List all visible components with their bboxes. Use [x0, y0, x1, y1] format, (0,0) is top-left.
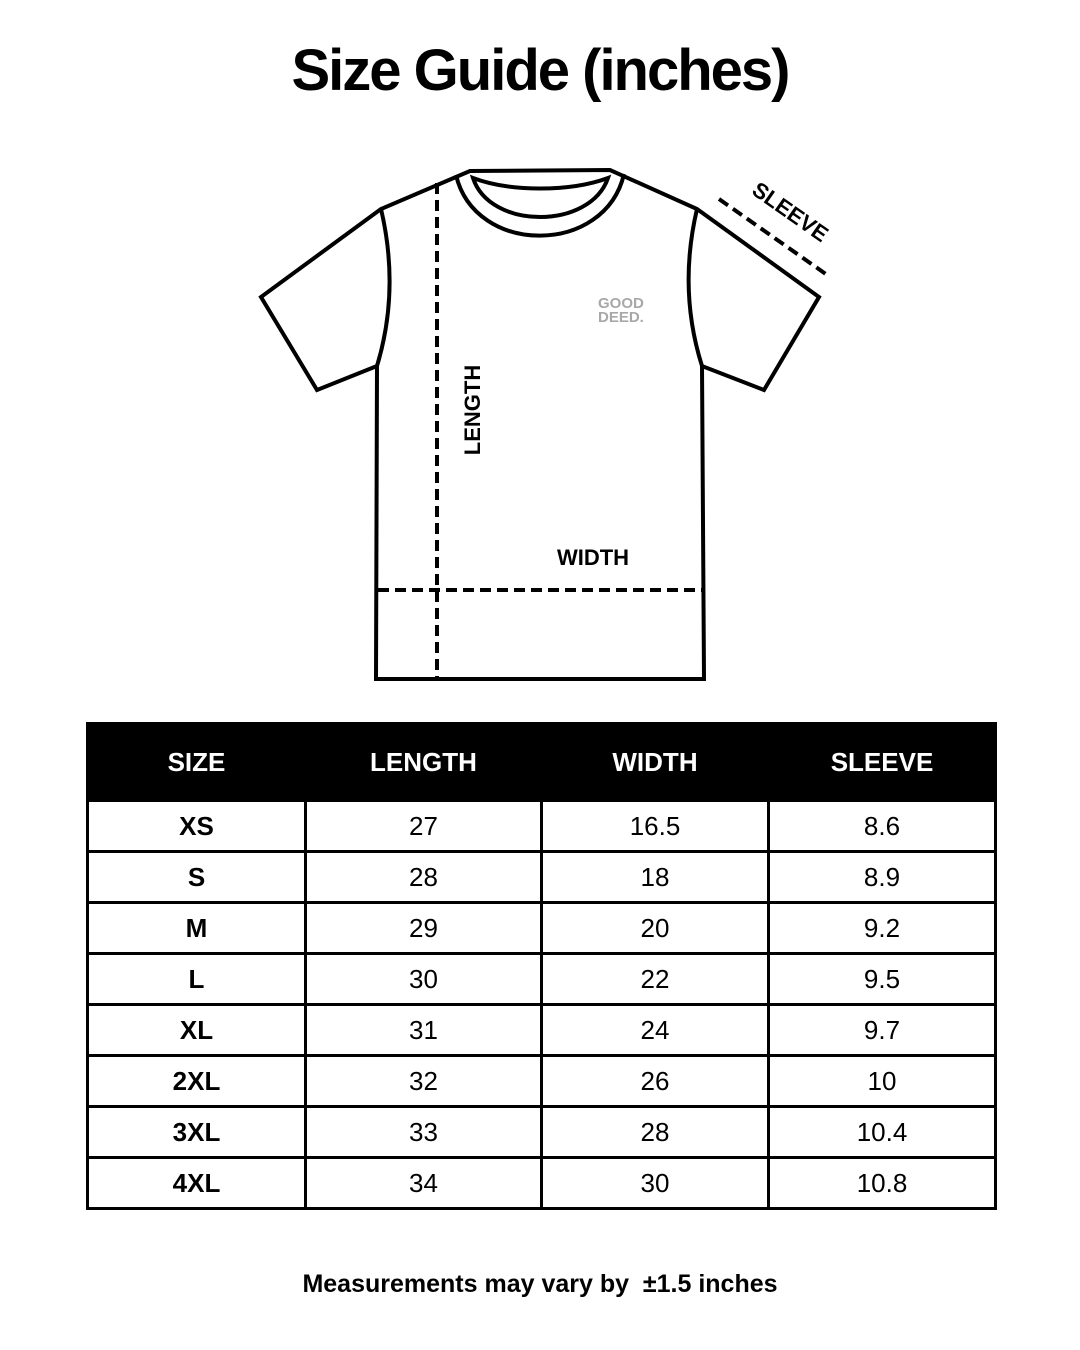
table-row — [88, 1005, 996, 1056]
sleeve-cell: 9.5 — [769, 954, 996, 1005]
length-cell: 33 — [306, 1107, 542, 1158]
header-width: WIDTH — [542, 724, 769, 801]
size-cell: XS — [88, 801, 306, 852]
width-cell: 26 — [542, 1056, 769, 1107]
header-sleeve: SLEEVE — [769, 724, 996, 801]
size-cell: L — [88, 954, 306, 1005]
sleeve-cell: 9.2 — [769, 903, 996, 954]
logo-line1: GOOD — [598, 295, 644, 312]
table-row — [88, 801, 996, 852]
table-header-row — [88, 724, 996, 801]
length-cell: 30 — [306, 954, 542, 1005]
length-cell: 29 — [306, 903, 542, 954]
width-label: WIDTH — [556, 545, 630, 570]
table-row — [88, 903, 996, 954]
page-title: Size Guide (inches) — [291, 38, 789, 103]
size-cell: S — [88, 852, 306, 903]
sleeve-label: SLEEVE — [747, 176, 834, 247]
header-size: SIZE — [88, 724, 306, 801]
table-row — [88, 954, 996, 1005]
header-length: LENGTH — [306, 724, 542, 801]
width-cell: 18 — [542, 852, 769, 903]
length-cell: 27 — [306, 801, 542, 852]
table-row — [88, 1158, 996, 1209]
size-cell: M — [88, 903, 306, 954]
size-cell: 3XL — [88, 1107, 306, 1158]
length-cell: 28 — [306, 852, 542, 903]
size-cell: XL — [88, 1005, 306, 1056]
logo-line2: DEED. — [598, 309, 644, 326]
sleeve-cell: 10.8 — [769, 1158, 996, 1209]
sleeve-cell: 10 — [769, 1056, 996, 1107]
width-cell: 22 — [542, 954, 769, 1005]
length-cell: 34 — [306, 1158, 542, 1209]
table-row — [88, 1107, 996, 1158]
width-cell: 20 — [542, 903, 769, 954]
size-table — [86, 722, 997, 1210]
tshirt-outline — [261, 170, 819, 679]
size-cell: 4XL — [88, 1158, 306, 1209]
width-cell: 30 — [542, 1158, 769, 1209]
table-row — [88, 1056, 996, 1107]
sleeve-cell: 10.4 — [769, 1107, 996, 1158]
size-cell: 2XL — [88, 1056, 306, 1107]
sleeve-cell: 9.7 — [769, 1005, 996, 1056]
table-row — [88, 852, 996, 903]
sleeve-cell: 8.6 — [769, 801, 996, 852]
width-cell: 24 — [542, 1005, 769, 1056]
sleeve-cell: 8.9 — [769, 852, 996, 903]
length-cell: 31 — [306, 1005, 542, 1056]
width-cell: 16.5 — [542, 801, 769, 852]
width-cell: 28 — [542, 1107, 769, 1158]
length-cell: 32 — [306, 1056, 542, 1107]
measurement-footnote: Measurements may vary by ±1.5 inches — [302, 1270, 778, 1298]
length-label: LENGTH — [460, 364, 485, 456]
